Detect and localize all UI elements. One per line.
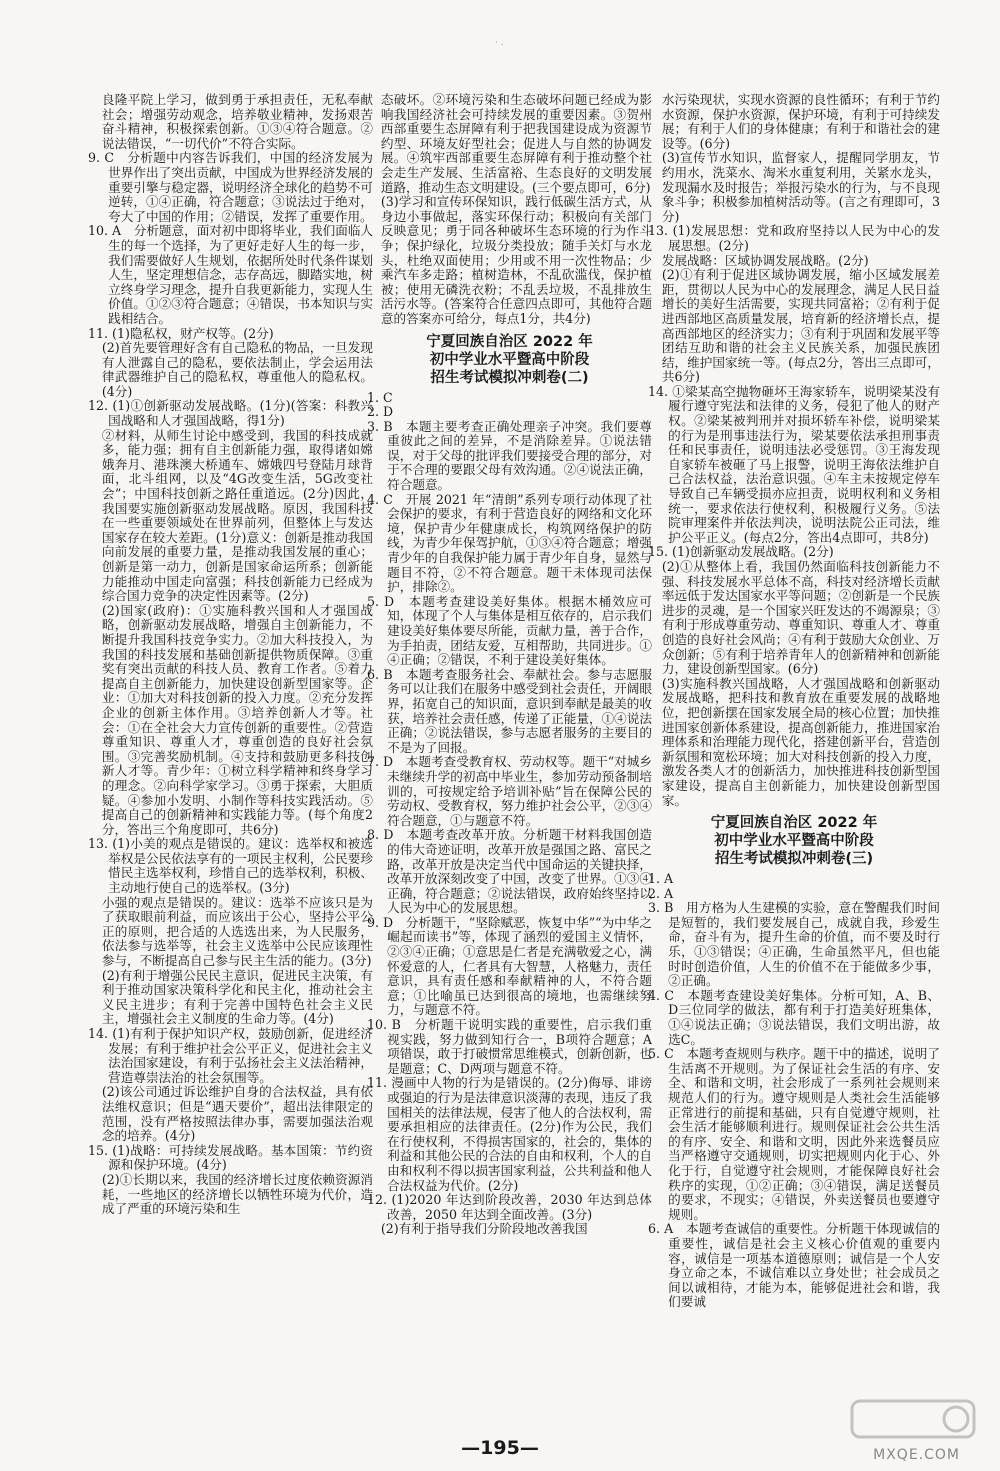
answer-paragraph: 小强的观点是错误的。建议：选举不应该只是为了获取眼前利益，而应该出于公心，坚持公平公正的原则，把合适的人选选出来，为人民服务，依法参与选举等，社会主义选举中公民应该理性参与，不断提高自己参与民主生活的能力。(3分)	[101, 894, 373, 969]
page-number: —195—	[461, 1437, 539, 1459]
answer-paragraph: 9. D 分析题干，“坚除赋恶，恢复中华”“为中华之崛起而读书”等，体现了涵烈的爱国主义情怀，②③④正确；①意思是仁者是充满敬爱之心，满怀爱意的人，仁者具有大智慧，人格魅力，责任意识，具有责任感和奉献精神的人，不符合题意；①比喻虽已达到很高的境地，也需继续努力，与题意不符。	[367, 914, 652, 1018]
answer-paragraph: 5. C 本题考查规则与秩序。题干中的描述，说明了生活离不开规则。为了保证社会生活的有序、安全、和谐和文明，社会形成了一系列社会规则来规范人们的行为。遵守规则是人类社会生活能够正常进行的前提和基础，只有自觉遵守规则，社会生活才能够顺利进行。规则保证社会公共生活的有序、安全、和谐和文明，因此外来选餐员应当严格遵守交通规则，切实把规则内化于心、外化于行，自觉遵守社会规则，才能保障良好社会秩序的实现，①②正确；③④错误，满足送餐员的要求，不现实；④错误，外卖送餐员也要遵守规则。	[648, 1046, 940, 1222]
answer-paragraph: 发展战略：区域协调发展战略。(2分)	[661, 252, 869, 268]
answer-paragraph: 6. A 本题考查诚信的重要性。分析题干体现诚信的重要性，诚信是社会主义核心价值观的重要内容，诚信是一项基本道德原则；诚信是一个人安身立命之本，不诚信难以立身处世；社会成员之间以诚相待，才能为本，能够促进社会和谐，我们要诚	[648, 1221, 940, 1310]
section-title-exam-2	[367, 333, 652, 387]
answer-paragraph: (2)①长期以来，我国的经济增长过度依赖资源消耗，一些地区的经济增长以牺牲环境为代价，造成了严重的环境污染和生	[101, 1171, 373, 1217]
answer-paragraph: 7. D 本题考查受教育权、劳动权等。题干“对城乡未继续升学的初高中毕业生，参加劳动预备制培训的，可按规定给予培训补贴”旨在保障公民的劳动权、受教育权，努力维护社会公平，②③④符合题意，①与题意不符。	[367, 754, 652, 828]
answer-paragraph: (3)学习和宣传环保知识，践行低碳生活方式，从身边小事做起，落实环保行动；积极向有关部门反映意见；勇于同各种破坏生态环境的行为作斗争；保护绿化，垃圾分类投放；随手关灯与水龙头，杜绝双面使用；少用或不用一次性物品；少乘汽车多走路；植树造林，不乱砍滥伐，保护植被；使用无磷洗衣粉；不乱丢垃圾，不乱排放生活污水等。(答案符合任意四点即可，其他符合题意的答案亦可给分，每点1分，共4分)	[380, 194, 652, 326]
answer-paragraph: (2)国家(政府)：①实施科教兴国和人才强国战略，创新驱动发展战略，增强自主创新能力，不断提升我国科技竞争实力。②加大科技投入，为我国的科技发展和基础创新提供物质保障。③重奖有突出贡献的科技人员、教育工作者。⑤着力提高自主创新能力，加快建设创新型国家等。企业：①加大对科技创新的投入力度。②充分发挥企业的创新主体作用。③培养创新人才等。社会：①在全社会大力宣传创新的重要性。②营造尊重知识、尊重人才，尊重创造的良好社会氛围。③完善奖励机制。④支持和鼓励更多科技创新人才等。青少年：①树立科学精神和终身学习的理念。②向科学家学习。③勇于探索，大胆质疑。④参加小发明、小制作等科技实践活动。⑤提高自己的创新精神和实践能力等。(每个角度2分，答出三个角度即可，共6分)	[101, 602, 373, 837]
answer-paragraph: 11. (1)隐私权，财产权等。(2分)	[88, 325, 274, 341]
answer-paragraph: 3. B 本题主要考查正确处理亲子冲突。我们要尊重彼此之间的差异，不是消除差异。①说法错误，对于父母的批评我们要接受合理的部分，对于不合理的要跟父母有效沟通。②④说法正确，符合题意。	[367, 418, 652, 493]
column-middle	[367, 93, 652, 1428]
column-right-upper	[648, 93, 940, 808]
answer-paragraph: 5. D 本题考查建设美好集体。根据木桶效应可知，体现了个人与集体是相互依存的，启示我们建设美好集体要尽所能，贡献力量，善于合作，为手拍责，团结友爱，互相帮助，共同进步。①④正确；②错误，不利于建设美好集体。	[367, 593, 652, 668]
answer-paragraph: 良隆平院上学习，做到勇于承担责任，无私奉献社会；增强劳动观念，培养敬业精神，发扬艰苦奋斗精神，积极探索创新。①③④符合题意。②说法错误，“一切代价”不符合实际。	[101, 93, 373, 151]
answer-paragraph: ②材料，从师生讨论中感受到，我国的科技成就多，能力强；拥有自主创新能力强，取得诸如嫦娥奔月、港珠澳大桥通车、嫦娥四号登陆月球背面，北斗组网，以及“4G改变生活，5G改变社会”；中国科技创新之路任重道远。(2分)因此，我国要实施创新驱动发展战略。原因，我国科技在一些重要领域处在世界前列，但整体上与发达国家存在较大差距。(1分)意义：创新是推动我国向前发展的重要力量，是推动我国发展的重心；创新是第一动力，创新是国家命运所系；创新能力能推动中国走向富强；科技创新能力已经成为综合国力竞争的决定性因素等。(2分)	[101, 427, 373, 604]
section-title-line: 招生考试模拟冲刺卷(二)	[430, 369, 589, 386]
column-middle-lower	[367, 391, 652, 1237]
answer-paragraph: 10. A 分析题意，面对初中即将毕业，我们面临人生的每一个选择，为了更好走好人生的每一步，我们需要做好人生规划，依据所处时代条件谋划人生，坚定理想信念，志存高远，脚踏实地，树立终身学习理念，提升自我更新能力，实现人生价值。①②③符合题意；④错误，书本知识与实践相结合。	[88, 223, 373, 326]
answer-paragraph: 2. D	[367, 404, 394, 420]
answer-paragraph: 10. B 分析题干说明实践的重要性，启示我们重视实践，努力做到知行合一，B项符合题意；A项错误，敢于打破惯常思维模式，创新创新，也是题意；C、D两项与题意不符。	[367, 1017, 652, 1076]
answer-paragraph: 9. C 分析题中内容告诉我们，中国的经济发展为世界作出了突出贡献，中国成为世界经济发展的重要引擎与稳定器，说明经济全球化的趋势不可逆转，①④正确，符合题意；③说法过于绝对，夸大了中国的作用；②错误，发挥了重要作用。	[88, 150, 373, 224]
answer-paragraph: 13. (1)小美的观点是错误的。建议：选举权和被选举权是公民依法享有的一项民主权利，公民要珍惜民主选举权利，珍惜自己的选举权利，积极、主动地行使自己的选举权。(3分)	[88, 836, 373, 896]
answer-paragraph: (3)实施科教兴国战略，人才强国战略和创新驱动发展战略，把科技和教育放在重要发展的战略地位，把创新摆在国家发展全局的核心位置；加快推进国家创新体系建设，提高创新能力，推进国家治理体系和治理能力现代化，搭建创新平台，营造创新氛围和宽松环境；加大对科技创新的投入力度，激发各类人才的创新活力，加快推进科技创新型国家建设，提高自主创新能力，加快建设创新型国家。	[661, 675, 940, 808]
answer-paragraph: 水污染现状，实现水资源的良性循环；有利于节约水资源，保护水资源，保护环境，有利于可持续发展；有利于人们的身体健康；有利于和谐社会的建设等。(6分)	[661, 93, 940, 151]
answer-paragraph: 4. C 本题考查建设美好集体。分析可知，A、B、D三位同学的做法，都有利于打造美好班集体，①④说法正确；③说法错误，我们文明出游，故选C。	[648, 987, 940, 1047]
column-right-lower	[648, 872, 940, 1310]
answer-paragraph: 15. (1)战略：可持续发展战略。基本国策：节约资源和保护环境。(4分)	[88, 1142, 373, 1173]
section-title-line: 初中学业水平暨高中阶段	[429, 351, 590, 368]
answer-paragraph: 态破坏。②环境污染和生态破坏问题已经成为影响我国经济社会可持续发展的重要因素。③贺州西部重要生态屏障有利于把我国建设成为资源节约型、环境友好型社会；促进人与自然的协调发展。④筑牢西部重要生态屏障有利于推动整个社会走生产发展、生活富裕、生态良好的文明发展道路，推动生态文明建设。(三个要点即可，6分)	[380, 93, 652, 195]
answer-paragraph: (3)宣传节水知识，监督家人，提醒同学朋友，节约用水，洗菜水、淘米水重复利用，关紧水龙头，发现漏水及时报告；举报污染水的行为，与不良现象斗争；积极参加植树活动等。(言之有理即可，3分)	[661, 150, 940, 224]
answer-paragraph: (2)有利于指导我们分阶段地改善我国	[380, 1221, 588, 1237]
answer-paragraph: 4. C 开展 2021 年“清朗”系列专项行动体现了社会保护的要求，有利于营造良好的网络和文化环境，保护青少年健康成长，构筑网络保护的防线，为青少年保驾护航，①③④符合题意；增强青少年的自我保护能力属于青少年自身，显然与题目不符，②不符合题意。题干未体现司法保护，排除②。	[367, 491, 652, 595]
answer-paragraph: (2)该公司通过诉讼维护自身的合法权益，具有依法维权意识；但是“遇天要价”，超出法律限定的范围，没有严格按照法律办事，需要加强法治观念的培养。(4分)	[101, 1084, 373, 1144]
section-title-exam-3	[648, 814, 940, 868]
column-middle-upper	[367, 93, 652, 327]
answer-paragraph: 8. D 本题考查改革开放。分析题干材料我国创造的伟大奇迹证明，改革开放是强国之路、富民之路，改革开放是决定当代中国命运的关键抉择，改革开放深刻改变了中国，改变了世界。①③④正确，符合题意；②说法错误，政府始终坚持以人民为中心的发展思想。	[367, 827, 652, 916]
top-mark: · .	[495, 38, 504, 48]
section-title-line: 初中学业水平暨高中阶段	[714, 833, 874, 850]
column-left	[88, 93, 373, 1428]
section-title-line: 宁夏回族自治区 2022 年	[426, 333, 593, 350]
answer-paragraph: 1. C	[367, 389, 393, 405]
answer-paragraph: (2)首先要管理好含有自己隐私的物品，一旦发现有人泄露自己的隐私，要依法制止，学会运用法律武器维护自己的隐私权，尊重他人的隐私权。(4分)	[101, 340, 373, 399]
answer-paragraph: 14. (1)有利于保护知识产权，鼓励创新，促进经济发展；有利于维护社会公平正义，促进社会主义法治国家建设，有利于弘扬社会主义法治精神，营造尊崇法治的社会氛围等。	[88, 1026, 373, 1085]
answer-paragraph: (2)①从整体上看，我国仍然面临科技创新能力不强、科技发展水平总体不高，科技对经济增长贡献率远低于发达国家水平等问题；②创新是一个民族进步的灵魂，是一个国家兴旺发达的不竭源泉；③有利于形成尊重劳动、尊重知识、尊重人才、尊重创造的良好社会风尚；④有利于鼓励大众创业、万众创新；⑤有利于培养青年人的创新精神和创新能力，建设创新型国家。(6分)	[661, 559, 940, 677]
answer-paragraph: 13. (1)发展思想：党和政府坚持以人民为中心的发展思想。(2分)	[648, 223, 940, 253]
answer-paragraph: 12. (1)2020 年达到阶段改善，2030 年达到总体改善，2050 年达到全面改善。(3分)	[367, 1192, 652, 1222]
answer-paragraph: 1. A	[648, 871, 674, 887]
answer-paragraph: 15. (1)创新驱动发展战略。(2分)	[648, 544, 834, 560]
answer-paragraph: 12. (1)①创新驱动发展战略。(1分)(答案：科教兴国战略和人才强国战略，得1分)	[88, 398, 373, 429]
answer-paragraph: 6. B 本题考查服务社会、奉献社会。参与志愿服务可以让我们在服务中感受到社会责任，开阔眼界，拓宽自己的知识面，意识到奉献是最美的收获，培养社会责任感，传递了正能量，①④说法正确；②说法错误，参与志愿者服务的主要目的不是为了回报。	[367, 666, 652, 755]
answer-paragraph: (2)①有利于促进区域协调发展，缩小区域发展差距，贯彻以人民为中心的发展理念，满足人民日益增长的美好生活需要，实现共同富裕；②有利于促进西部地区高质量发展，培育新的经济增长点，提高西部地区的经济实力；③有利于巩固和发展平等团结互助和谐的社会主义民族关系，加强民族团结，维护国家统一等。(每点2分，答出三点即可，共6分)	[661, 267, 940, 385]
section-title-line: 招生考试模拟冲刺卷(三)	[714, 851, 874, 868]
answer-paragraph: 3. B 用方格为人生建模的实验，意在警醒我们时间是短暂的，我们要发展自己，成就自我，珍爱生命，奋斗有为，提升生命的价值，而不要及时行乐，①③错误；④正确，生命虽然平凡，但也能时时创造价值，人生的价值不在于能做多少事，②正确。	[648, 900, 940, 989]
answer-paragraph: 14. ①梁某高空抛物砸坏王海家轿车，说明梁某没有履行遵守宪法和法律的义务，侵犯了他人的财产权。②梁某被判刑并对损坏轿车补偿，说明梁某的行为是刑事违法行为，梁某要依法承担刑事责任和民事责任，说明违法必受惩罚。③王海发现自家轿车被砸了马上报警，说明王海依法维护自己合法权益，法治意识强。④车主未按规定停车导致自己车辆受损亦应担责，说明权利和义务相统一，要求依法行使权利，积极履行义务。⑤法院审理案件并依法判决，说明法院公正司法，维护公平正义。(每点2分，答出4点即可，共8分)	[648, 383, 940, 545]
watermark-text: MXQE.COM	[873, 1447, 960, 1463]
answer-paragraph: 11. 漫画中人物的行为是错误的。(2分)侮辱、诽谤或强迫的行为是法律意识淡薄的表现，违反了我国相关的法律法规，侵害了他人的合法权利，需要承担相应的法律责任。(2分)作为公民，我们在行使权利，不得损害国家的，社会的，集体的利益和其他公民的合法的自由和权利，个人的自由和权利不得以损害国家利益，公共利益和他人合法权益为代价。(2分)	[367, 1075, 652, 1193]
section-title-line: 宁夏回族自治区 2022 年	[710, 815, 878, 832]
answer-paragraph: 2. A	[648, 885, 674, 901]
answer-paragraph: (2)有利于增强公民民主意识，促进民主决策，有利于推动国家决策科学化和民主化，推动社会主义民主进步；有利于完善中国特色社会主义民主，增强社会主义制度的生命力等。(4分)	[101, 967, 373, 1027]
column-right	[648, 93, 940, 1428]
